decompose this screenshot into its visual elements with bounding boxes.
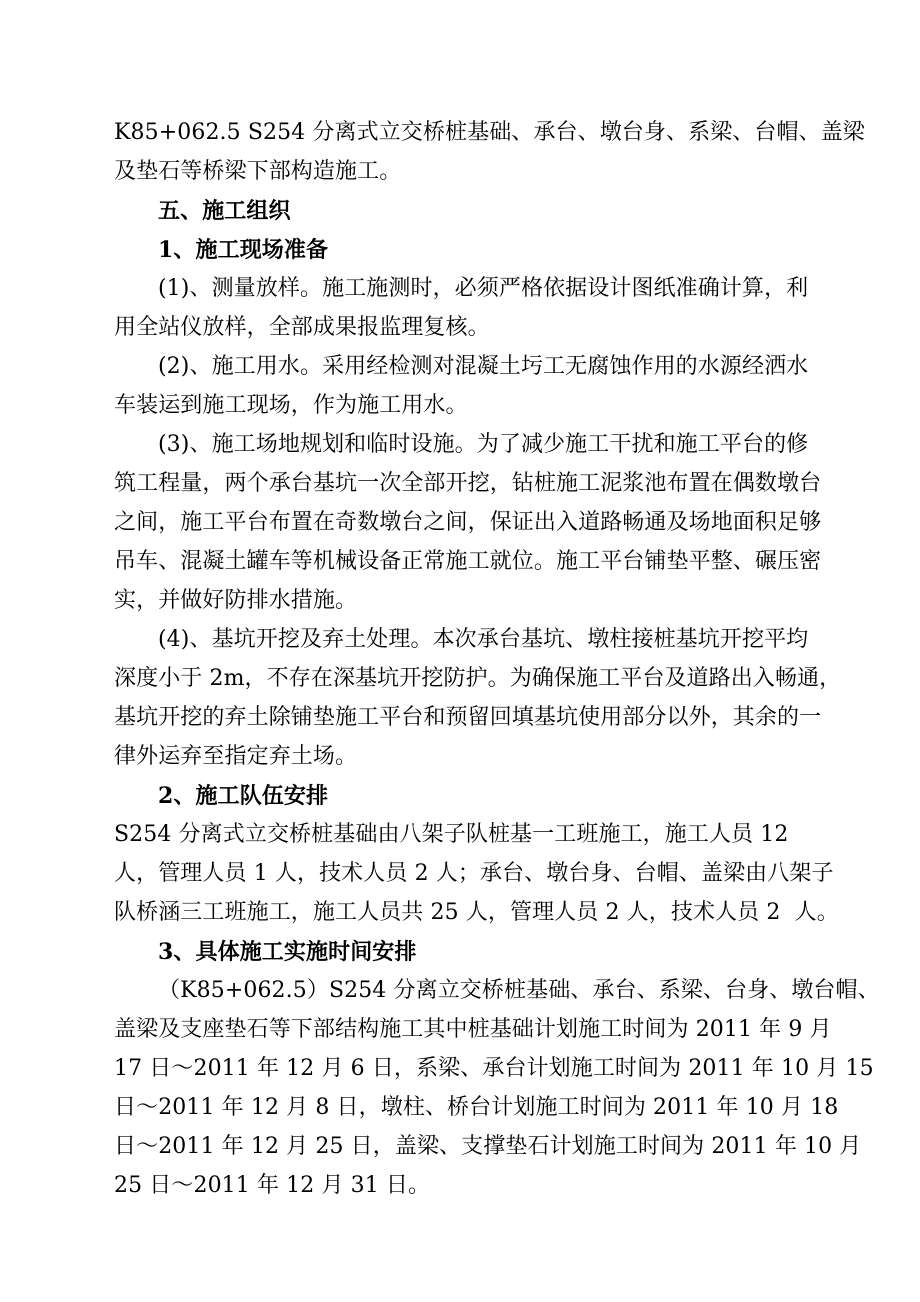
body-text-line: (3)、施工场地规划和临时设施。为了减少施工干扰和施工平台的修 bbox=[158, 432, 809, 457]
body-text-line: 及垫石等桥梁下部构造施工。 bbox=[114, 159, 402, 184]
body-text-line: 17 日～2011 年 12 月 6 日，系梁、承台计划施工时间为 2011 年 10 月 15 bbox=[114, 1056, 874, 1081]
body-text-line: 吊车、混凝土罐车等机械设备正常施工就位。施工平台铺垫平整、碾压密 bbox=[114, 549, 822, 574]
body-text-line: 25 日～2011 年 12 月 31 日。 bbox=[114, 1173, 431, 1198]
subsection-heading: 3、具体施工实施时间安排 bbox=[158, 939, 417, 965]
section-heading: 五、施工组织 bbox=[158, 198, 291, 224]
body-text-line: 人，管理人员 1 人，技术人员 2 人；承台、墩台身、台帽、盖梁由八架子 bbox=[114, 861, 834, 886]
body-text-line: 队桥涵三工班施工，施工人员共 25 人，管理人员 2 人，技术人员 2 人。 bbox=[114, 900, 839, 925]
subsection-heading: 1、施工现场准备 bbox=[158, 237, 329, 263]
body-text-line: （K85+062.5）S254 分离立交桥桩基础、承台、系梁、台身、墩台帽、 bbox=[158, 978, 880, 1003]
body-text-line: 用全站仪放样，全部成果报监理复核。 bbox=[114, 315, 490, 340]
body-text-line: 之间，施工平台布置在奇数墩台之间，保证出入道路畅通及场地面积足够 bbox=[114, 510, 822, 535]
body-text-line: 盖梁及支座垫石等下部结构施工其中桩基础计划施工时间为 2011 年 9 月 bbox=[114, 1017, 832, 1042]
body-text-line: (4)、基坑开挖及弃土处理。本次承台基坑、墩柱接桩基坑开挖平均 bbox=[158, 627, 809, 652]
body-text-line: 律外运弃至指定弃土场。 bbox=[114, 744, 358, 769]
subsection-heading: 2、施工队伍安排 bbox=[158, 783, 329, 809]
body-text-line: 筑工程量，两个承台基坑一次全部开挖，钻桩施工泥浆池布置在偶数墩台 bbox=[114, 471, 822, 496]
body-text-line: (1)、测量放样。施工施测时，必须严格依据设计图纸准确计算，利 bbox=[158, 276, 809, 301]
body-text-line: 实，并做好防排水措施。 bbox=[114, 588, 358, 613]
body-text-line: 日～2011 年 12 月 8 日，墩柱、桥台计划施工时间为 2011 年 10 月 18 bbox=[114, 1095, 839, 1120]
body-text-line: 车装运到施工现场，作为施工用水。 bbox=[114, 393, 468, 418]
body-text-line: 日～2011 年 12 月 25 日，盖梁、支撑垫石计划施工时间为 2011 年 10 月 bbox=[114, 1134, 862, 1159]
body-text-line: (2)、施工用水。采用经检测对混凝土圬工无腐蚀作用的水源经洒水 bbox=[158, 354, 809, 379]
body-text-line: 深度小于 2m，不存在深基坑开挖防护。为确保施工平台及道路出入畅通， bbox=[114, 666, 842, 691]
body-text-line: 基坑开挖的弃土除铺垫施工平台和预留回填基坑使用部分以外，其余的一 bbox=[114, 705, 822, 730]
body-text-line: K85+062.5 S254 分离式立交桥桩基础、承台、墩台身、系梁、台帽、盖梁 bbox=[114, 120, 865, 145]
body-text-line: S254 分离式立交桥桩基础由八架子队桩基一工班施工，施工人员 12 bbox=[114, 822, 789, 847]
